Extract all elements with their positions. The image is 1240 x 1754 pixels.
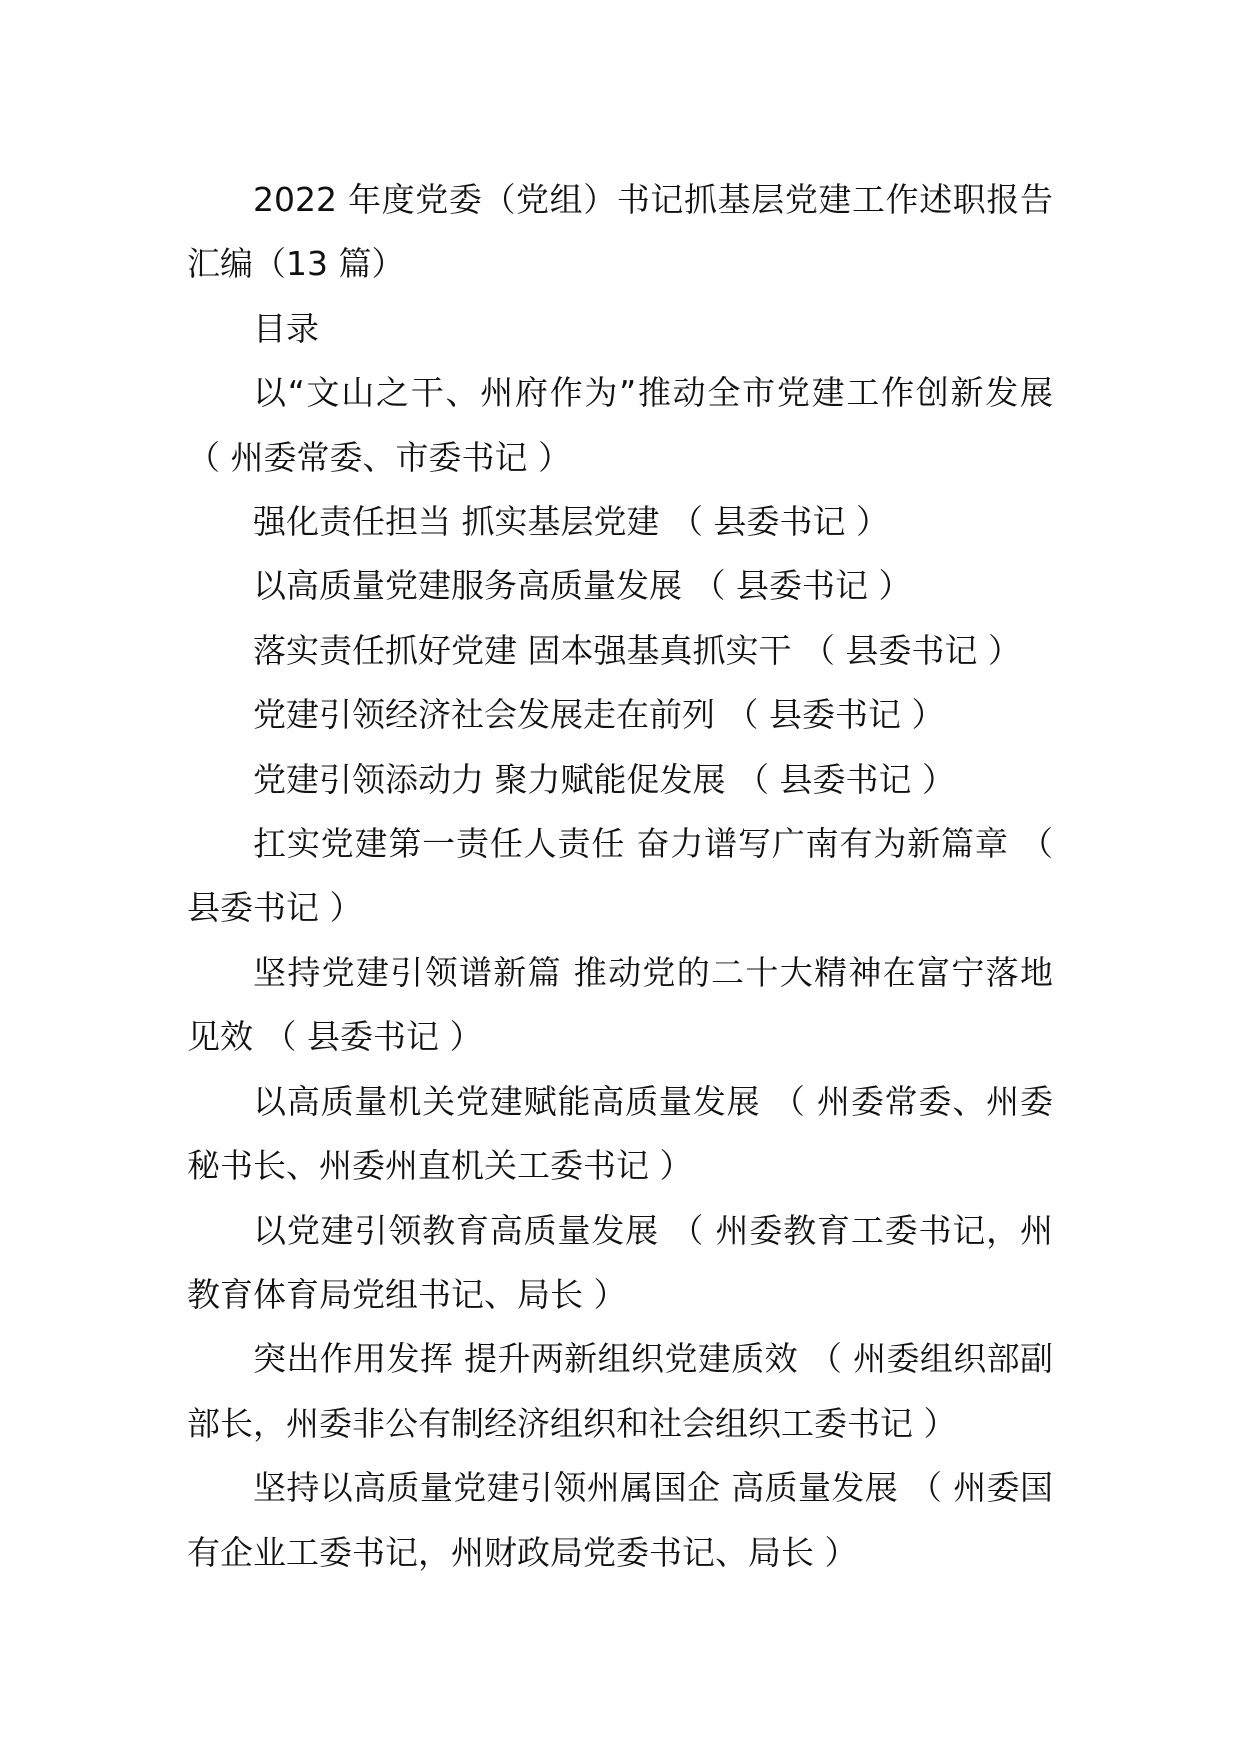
toc-heading: 目录 [253,308,319,348]
toc-item: 党建引领经济社会发展走在前列 （ 县委书记 ） [253,695,945,735]
toc-item: 坚持以高质量党建引领州属国企 高质量发展 （ 州委国有企业工委书记，州财政局党委书记、局长 ） [187,1468,1053,1572]
toc-item: 以党建引领教育高质量发展 （ 州委教育工委书记，州教育体育局党组书记、局长 ） [187,1210,1053,1314]
toc-item: 以高质量党建服务高质量发展 （ 县委书记 ） [253,566,912,606]
toc-item: 突出作用发挥 提升两新组织党建质效 （ 州委组织部副部长，州委非公有制经济组织和社会组织工委书记 ） [187,1339,1053,1443]
document-title: 2022 年度党委（党组）书记抓基层党建工作述职报告汇编（13 篇） [187,180,1053,284]
document-body [187,168,1053,1585]
toc-item: 坚持党建引领谱新篇 推动党的二十大精神在富宁落地见效 （ 县委书记 ） [187,952,1053,1057]
toc-item: 党建引领添动力 聚力赋能促发展 （ 县委书记 ） [253,759,955,799]
toc-item: 落实责任抓好党建 固本强基真抓实干 （ 县委书记 ） [253,630,1021,670]
toc-item: 以高质量机关党建赋能高质量发展 （ 州委常委、州委秘书长、州委州直机关工委书记 ） [187,1081,1053,1186]
toc-item: 以“文山之干、州府作为”推动全市党建工作创新发展 （ 州委常委、市委书记 ） [187,373,1053,477]
toc-item: 扛实党建第一责任人责任 奋力谱写广南有为新篇章 （ 县委书记 ） [187,824,1053,928]
toc-item: 强化责任担当 抓实基层党建 （ 县委书记 ） [253,502,889,542]
